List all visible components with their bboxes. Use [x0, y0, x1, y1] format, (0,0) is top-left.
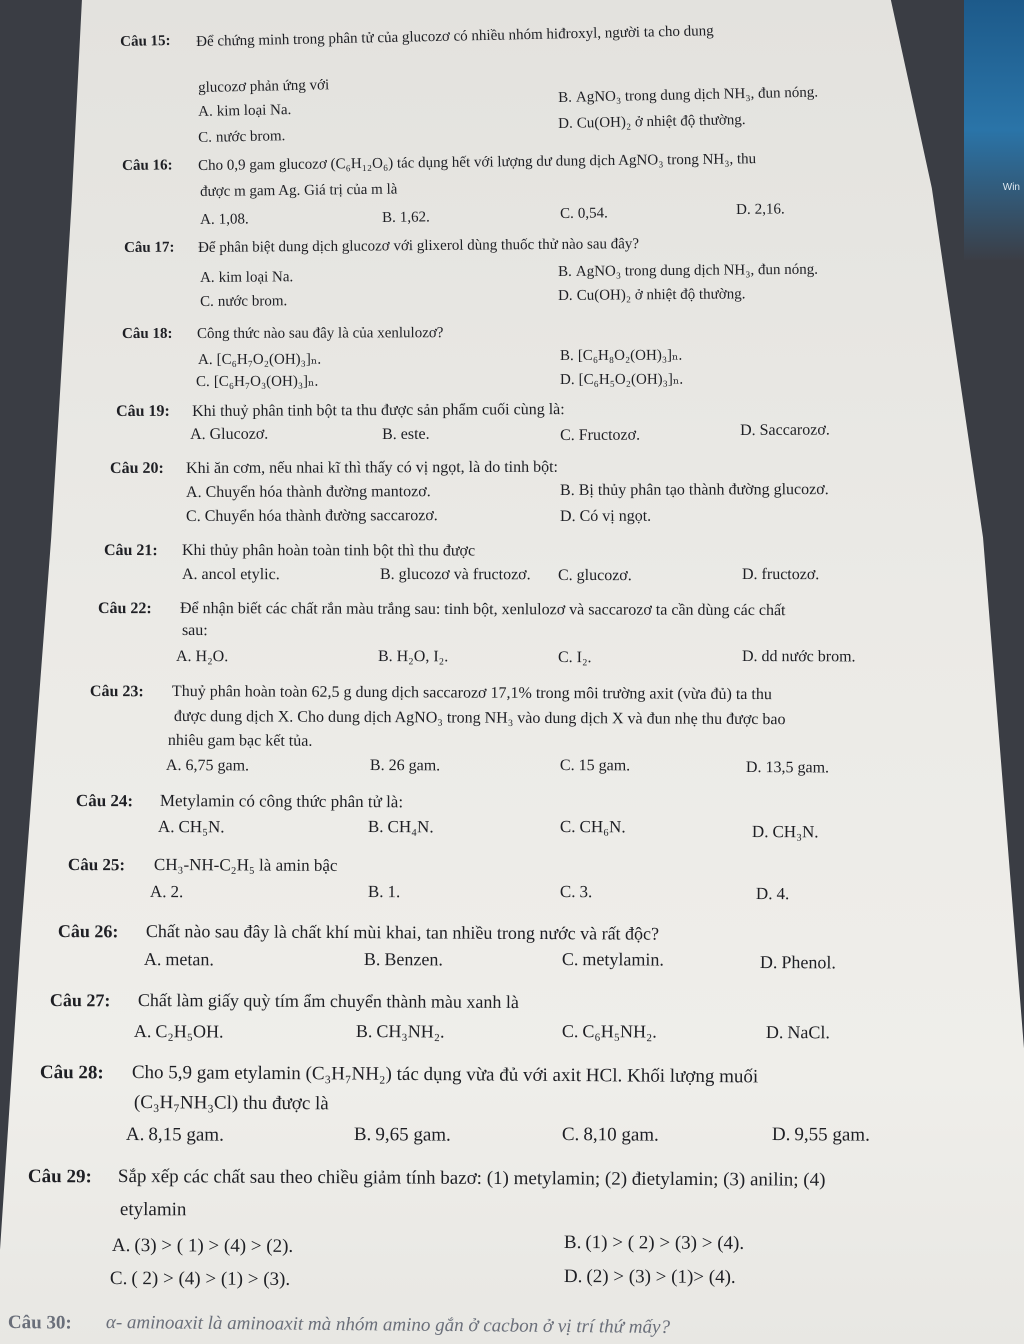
option-label: D.	[765, 1022, 784, 1043]
answer-option-a[interactable]	[166, 757, 249, 775]
answer-option-a[interactable]	[198, 350, 321, 369]
option-text: este.	[400, 425, 430, 443]
option-label: D.	[560, 507, 576, 525]
option-text: kim loại Na.	[216, 102, 292, 120]
option-text: AgNO₃ trong dung dịch NH₃, đun nóng.	[575, 261, 819, 280]
option-text: 4.	[776, 884, 790, 904]
answer-option-a[interactable]	[150, 882, 183, 902]
question-stem-line: Khi thủy phân hoàn toàn tinh bột thì thu được	[181, 542, 476, 560]
question-stem-line: Chất nào sau đây là chất khí mùi khai, tan nhiều trong nước và rất độc?	[145, 921, 660, 944]
option-label: B.	[379, 566, 395, 584]
option-label: C.	[109, 1268, 128, 1290]
answer-option-d[interactable]	[560, 370, 683, 389]
question-number: Câu 26:	[57, 921, 119, 942]
answer-option-c[interactable]	[560, 205, 608, 223]
option-text: AgNO₃ trong dung dịch NH₃, đun nóng.	[575, 84, 819, 106]
option-text: 8,10 gam.	[583, 1124, 659, 1146]
answer-option-a[interactable]	[112, 1235, 293, 1258]
option-label: D.	[771, 1124, 791, 1146]
option-label: A.	[190, 425, 206, 443]
option-label: D.	[736, 201, 751, 218]
answer-option-b[interactable]	[364, 949, 443, 970]
answer-option-d[interactable]	[756, 884, 789, 904]
question-stem-line: sau:	[181, 622, 208, 640]
answer-option-d[interactable]	[746, 759, 829, 777]
option-label: B.	[355, 1021, 373, 1042]
answer-option-a[interactable]	[200, 211, 249, 229]
option-label: A.	[198, 351, 213, 368]
answer-option-a[interactable]	[200, 269, 293, 287]
option-label: B.	[560, 481, 575, 499]
answer-option-c[interactable]	[560, 817, 626, 837]
answer-option-b[interactable]	[370, 757, 440, 775]
option-text: NaCl.	[787, 1022, 830, 1043]
option-label: C.	[561, 1021, 579, 1042]
option-label: D.	[741, 566, 758, 584]
option-label: B.	[563, 1232, 582, 1254]
question-stem-line: Sắp xếp các chất sau theo chiều giảm tính bazơ: (1) metylamin; (2) đietylamin; (3) anilin; (4)	[117, 1166, 826, 1191]
option-label: B.	[369, 757, 385, 775]
question-stem-line: Khi thuỷ phân tinh bột ta thu được sản phẩm cuối cùng là:	[192, 401, 565, 420]
option-text: 6,75 gam.	[185, 757, 250, 775]
question-stem-line: Metylamin có công thức phân tử là:	[159, 791, 404, 812]
question-stem-line: Thuỷ phân hoàn toàn 62,5 g dung dịch saccarozơ 17,1% trong môi trường axit (vừa đủ) ta thu	[171, 683, 772, 704]
option-label: A.	[125, 1124, 145, 1146]
option-label: B.	[558, 263, 572, 280]
question-number: Câu 16:	[122, 157, 173, 174]
answer-option-d[interactable]	[772, 1124, 870, 1147]
option-text: C₆H₅NH₂.	[582, 1021, 657, 1042]
answer-option-d[interactable]	[760, 952, 836, 973]
option-label: D.	[558, 287, 573, 304]
option-label: C.	[557, 567, 573, 585]
answer-option-d[interactable]	[740, 422, 830, 440]
answer-option-c[interactable]	[560, 757, 630, 775]
answer-option-a[interactable]	[126, 1124, 224, 1147]
answer-option-c[interactable]	[562, 949, 664, 971]
answer-option-b[interactable]	[368, 817, 434, 837]
option-text: 15 gam.	[578, 757, 631, 775]
option-text: ancol etylic.	[201, 566, 280, 584]
answer-option-d[interactable]	[736, 201, 785, 219]
answer-option-b[interactable]	[368, 882, 400, 902]
option-text: kim loại Na.	[218, 269, 294, 286]
option-label: A.	[111, 1235, 131, 1257]
option-text: 0,54.	[577, 205, 608, 222]
option-text: glucozơ.	[576, 567, 632, 585]
question-number: Câu 19:	[116, 402, 170, 420]
answer-option-a[interactable]	[144, 949, 214, 970]
option-text: H₂O, I₂.	[396, 648, 449, 666]
option-label: C.	[559, 882, 576, 902]
answer-option-a[interactable]	[134, 1021, 224, 1042]
question-number: Câu 23:	[89, 683, 144, 701]
option-label: A.	[198, 103, 213, 120]
option-label: B.	[353, 1124, 372, 1146]
option-text: CH₄N.	[387, 817, 434, 837]
option-text: 2.	[170, 882, 184, 902]
option-text: CH₅N.	[178, 817, 225, 837]
option-text: (2) > (3) > (1)> (4).	[586, 1266, 736, 1288]
option-label: A.	[143, 949, 162, 970]
option-label: B.	[367, 817, 384, 837]
question-stem-line: Khi ăn cơm, nếu nhai kĩ thì thấy có vị ngọt, là do tinh bột:	[186, 458, 559, 477]
option-label: D.	[745, 759, 762, 777]
question-stem-line: Công thức nào sau đây là của xenlulozơ?	[197, 325, 444, 342]
question-number: Câu 20:	[110, 459, 164, 477]
option-label: A.	[200, 269, 215, 286]
answer-option-c[interactable]	[110, 1268, 290, 1291]
option-label: A.	[181, 566, 198, 584]
option-label: A.	[165, 757, 182, 775]
question-stem-line: CH₃-NH-C₂H₅ là amin bậc	[153, 855, 338, 875]
option-text: 13,5 gam.	[765, 759, 830, 777]
option-label: C.	[559, 817, 576, 837]
option-label: C.	[196, 373, 210, 390]
question-number: Câu 22:	[97, 600, 152, 618]
option-text: nước brom.	[215, 128, 286, 146]
option-label: D.	[563, 1266, 583, 1288]
option-label: A.	[149, 882, 167, 902]
option-label: A.	[133, 1021, 152, 1042]
question-stem-line: Cho 0,9 gam glucozơ (C₆H₁₂O₆) tác dụng hết với lượng dư dung dịch AgNO₃ trong NH₃, thu	[198, 151, 757, 174]
option-label: C.	[561, 1124, 580, 1146]
option-label: B.	[377, 648, 393, 666]
option-text: Fructozơ.	[578, 426, 641, 444]
option-text: [C₆H₇O₂(OH)₃]ₙ.	[216, 351, 322, 368]
option-text: Glucozơ.	[209, 425, 269, 443]
option-text: Bị thủy phân tạo thành đường glucozơ.	[578, 481, 829, 499]
option-text: Cu(OH)₂ ở nhiệt độ thường.	[576, 112, 746, 132]
question-number: Câu 29:	[27, 1166, 92, 1188]
option-text: fructozơ.	[761, 566, 820, 584]
question-number: Câu 17:	[124, 239, 175, 256]
option-text: nước brom.	[217, 293, 288, 310]
option-label: C.	[186, 507, 201, 525]
option-text: metan.	[165, 949, 214, 970]
answer-option-b[interactable]	[380, 566, 531, 584]
option-label: A.	[200, 211, 215, 228]
option-label: D.	[751, 822, 769, 842]
option-text: Cu(OH)₂ ở nhiệt độ thường.	[576, 286, 746, 304]
answer-option-a[interactable]	[198, 102, 292, 121]
option-text: ( 2) > (4) > (1) > (3).	[131, 1268, 291, 1290]
option-label: A.	[157, 817, 175, 837]
option-label: D.	[558, 115, 573, 132]
option-label: C.	[561, 949, 579, 970]
answer-option-b[interactable]	[564, 1232, 744, 1255]
answer-option-d[interactable]	[560, 508, 651, 526]
option-text: 1,62.	[399, 209, 430, 226]
question-stem-line: α- aminoaxit là aminoaxit mà nhóm amino gắn ở cacbon ở vị trí thứ mấy?	[105, 1312, 671, 1338]
option-label: B.	[363, 949, 381, 970]
answer-option-c[interactable]	[562, 1124, 659, 1147]
question-number: Câu 27:	[49, 990, 111, 1011]
answer-option-c[interactable]	[558, 649, 592, 667]
answer-option-a[interactable]	[182, 566, 280, 584]
option-text: (3) > ( 1) > (4) > (2).	[134, 1235, 294, 1257]
answer-option-b[interactable]	[560, 481, 829, 500]
option-text: 9,65 gam.	[375, 1124, 451, 1146]
option-label: B.	[382, 425, 397, 443]
answer-option-d[interactable]	[564, 1266, 736, 1289]
option-text: 3.	[579, 882, 593, 902]
option-label: D.	[560, 371, 575, 388]
answer-option-c[interactable]	[558, 567, 632, 585]
answer-option-c[interactable]	[186, 507, 438, 526]
option-text: 8,15 gam.	[148, 1124, 224, 1146]
answer-option-d[interactable]	[766, 1022, 830, 1043]
question-stem-line: Để phân biệt dung dịch glucozơ với glixerol dùng thuốc thử nào sau đây?	[198, 236, 640, 256]
option-label: D.	[741, 648, 758, 666]
option-label: B.	[382, 209, 396, 226]
question-stem-line: Chất làm giấy quỳ tím ẩm chuyển thành màu xanh là	[137, 990, 519, 1012]
answer-option-a[interactable]	[176, 648, 228, 666]
option-text: (1) > ( 2) > (3) > (4).	[585, 1232, 745, 1254]
option-text: I₂.	[576, 649, 592, 667]
option-label: C.	[559, 757, 575, 775]
question-stem-line: (C₃H₇NH₃Cl) thu được là	[133, 1092, 329, 1115]
question-number: Câu 28:	[39, 1062, 104, 1084]
option-text: 1.	[387, 882, 401, 902]
option-text: Benzen.	[384, 949, 443, 970]
option-text: Chuyển hóa thành đường saccarozơ.	[204, 507, 438, 525]
answer-option-c[interactable]	[198, 128, 285, 147]
answer-option-d[interactable]	[742, 566, 819, 584]
answer-option-c[interactable]	[560, 427, 640, 445]
option-text: Có vị ngọt.	[579, 507, 652, 525]
answer-option-c[interactable]	[560, 882, 592, 902]
question-number: Câu 24:	[75, 791, 134, 811]
question-number: Câu 30:	[7, 1312, 72, 1334]
option-text: Phenol.	[781, 952, 837, 973]
question-stem-line: etylamin	[119, 1199, 187, 1221]
option-label: D.	[759, 952, 778, 973]
answer-option-c[interactable]	[200, 293, 287, 311]
answer-option-d[interactable]	[558, 286, 746, 305]
question-stem-line: Để chứng minh trong phân tử của glucozơ có nhiều nhóm hiđroxyl, người ta cho dung	[196, 23, 714, 50]
option-text: CH₃NH₂.	[376, 1021, 445, 1042]
option-text: Saccarozơ.	[759, 421, 830, 439]
answer-option-d[interactable]	[742, 648, 856, 666]
answer-option-c[interactable]	[562, 1021, 657, 1042]
option-label: A.	[186, 483, 202, 501]
answer-option-d[interactable]	[752, 822, 819, 842]
option-text: [C₆H₅O₂(OH)₃]ₙ.	[578, 371, 684, 388]
option-text: 1,08.	[218, 211, 249, 228]
answer-option-b[interactable]	[558, 85, 818, 107]
answer-option-b[interactable]	[560, 346, 682, 365]
question-stem-line: Để nhận biết các chất rắn màu trắng sau: tinh bột, xenlulozơ và saccarozơ ta cần dùng các chất	[179, 600, 786, 620]
question-number: Câu 25:	[67, 855, 126, 875]
option-text: H₂O.	[195, 648, 229, 666]
option-text: metylamin.	[582, 949, 664, 970]
option-text: 2,16.	[754, 201, 785, 218]
answer-option-a[interactable]	[186, 483, 431, 502]
option-text: CH₃N.	[772, 822, 819, 842]
question-number: Câu 15:	[120, 32, 171, 50]
question-stem-line: Cho 5,9 gam etylamin (C₃H₇NH₂) tác dụng vừa đủ với axit HCl. Khối lượng muối	[131, 1062, 759, 1088]
option-text: 26 gam.	[388, 757, 441, 775]
option-text: CH₆N.	[579, 817, 626, 837]
answer-option-c[interactable]	[196, 372, 318, 391]
option-text: Chuyển hóa thành đường mantozơ.	[205, 483, 431, 501]
option-label: B.	[558, 89, 573, 106]
answer-option-b[interactable]	[356, 1021, 445, 1042]
option-text: dd nước brom.	[761, 648, 856, 666]
screen-fragment-text: Win	[1002, 182, 1020, 193]
question-stem-line: nhiêu gam bạc kết tủa.	[167, 732, 313, 750]
option-label: A.	[175, 648, 192, 666]
question-stem-line: được m gam Ag. Giá trị của m là	[200, 181, 398, 200]
answer-option-b[interactable]	[558, 262, 818, 281]
option-label: C.	[200, 293, 214, 310]
option-label: D.	[740, 421, 756, 439]
option-text: [C₆H₇O₃(OH)₃]ₙ.	[213, 373, 319, 390]
question-number: Câu 21:	[103, 542, 158, 560]
answer-option-b[interactable]	[382, 209, 430, 227]
answer-option-a[interactable]	[190, 426, 268, 444]
option-text: glucozơ và fructozơ.	[398, 566, 531, 584]
answer-option-b[interactable]	[378, 648, 448, 666]
option-label: B.	[367, 882, 384, 902]
option-label: C.	[560, 205, 574, 222]
option-label: B.	[560, 347, 574, 364]
option-label: C.	[557, 649, 573, 667]
option-text: [C₆H₈O₂(OH)₃]ₙ.	[577, 347, 683, 364]
option-text: 9,55 gam.	[794, 1124, 870, 1146]
question-stem-line: được dung dịch X. Cho dung dịch AgNO₃ trong NH₃ vào dung dịch X và đun nhẹ thu được bao	[173, 708, 786, 729]
answer-option-b[interactable]	[354, 1124, 451, 1147]
question-number: Câu 18:	[122, 325, 173, 342]
option-label: C.	[560, 426, 575, 444]
option-label: C.	[198, 129, 213, 146]
answer-option-a[interactable]	[158, 817, 225, 837]
option-label: D.	[755, 884, 773, 904]
question-stem-line: glucozơ phản ứng với	[198, 77, 330, 96]
answer-option-d[interactable]	[558, 112, 746, 133]
option-text: C₂H₅OH.	[155, 1021, 224, 1042]
answer-option-b[interactable]	[382, 426, 430, 444]
